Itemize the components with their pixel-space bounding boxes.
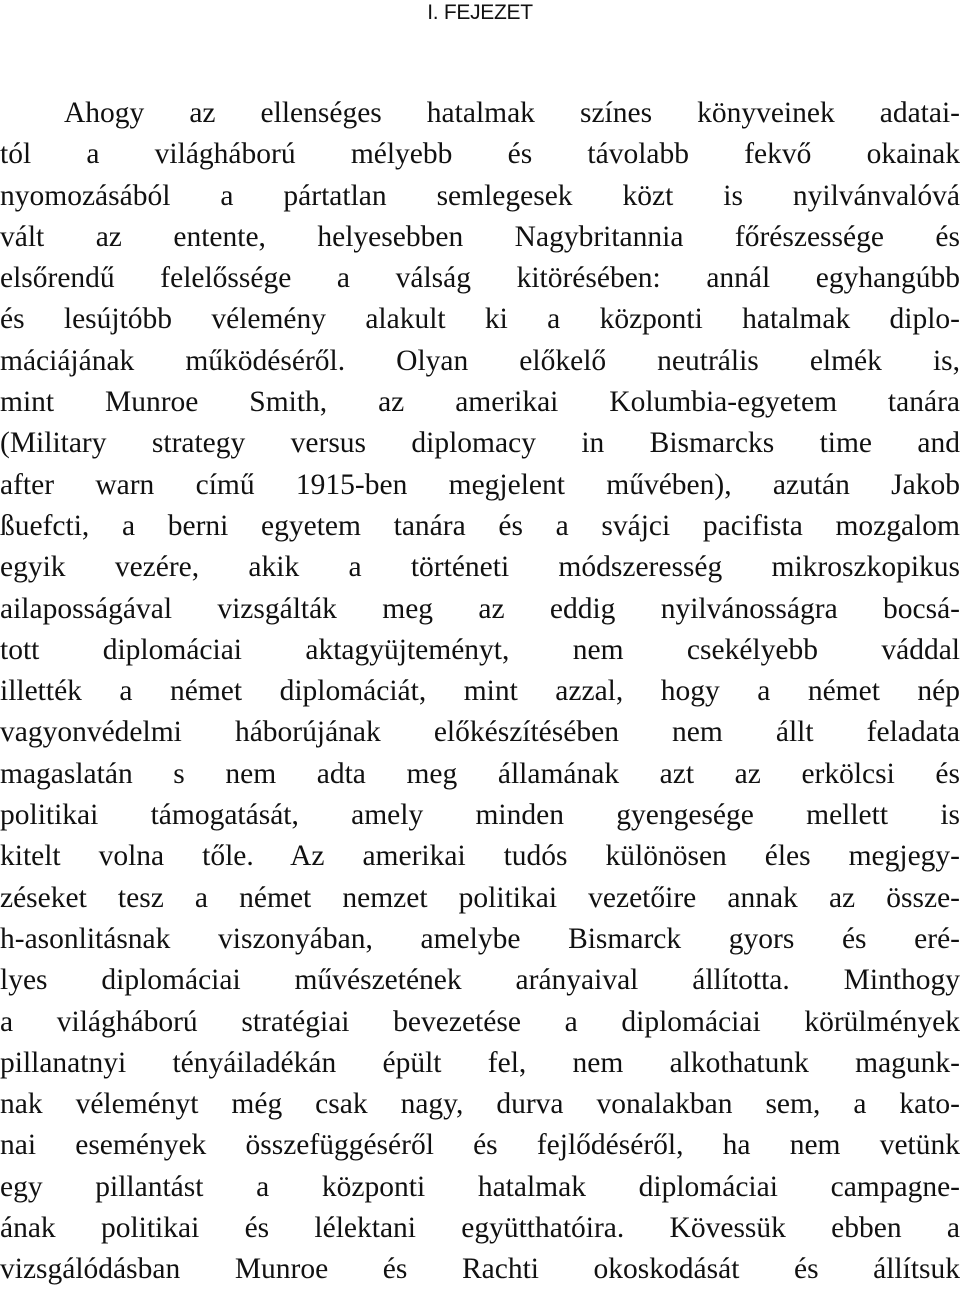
text-line: politikai támogatását, amely minden gyengesége mellett is [0, 799, 960, 832]
text-line: a világháború stratégiai bevezetése a diplomáciai körülmények [0, 1005, 960, 1038]
text-line: ailaposságával vizsgálták meg az eddig nyilvánosságra bocsá- [0, 592, 960, 625]
text-line: zéseket tesz a német nemzet politikai vezetőire annak az össze- [0, 881, 960, 914]
text-line: tól a világháború mélyebb és távolabb fekvő okainak [0, 138, 960, 171]
text-line: kitelt volna tőle. Az amerikai tudós különösen éles megjegy- [0, 840, 960, 873]
text-line: máciájának működéséről. Olyan előkelő neutrális elmék is, [0, 344, 960, 377]
text-line: nyomozásából a pártatlan semlegesek közt is nyilvánvalóvá [0, 179, 960, 212]
text-line: magaslatán s nem adta meg államának azt az erkölcsi és [0, 757, 960, 790]
text-line: elsőrendű felelőssége a válság kitörésében: annál egyhangúbb [0, 262, 960, 295]
text-line: pillanatnyi tényáiladékán épült fel, nem alkothatunk magunk- [0, 1046, 960, 1079]
text-line: h-asonlitásnak viszonyában, amelybe Bismarck gyors és eré- [0, 922, 960, 955]
text-line: ának politikai és lélektani együtthatóira. Kövessük ebben a [0, 1212, 960, 1245]
text-line: nak véleményt még csak nagy, durva vonalakban sem, a kato- [0, 1088, 960, 1121]
body-paragraph [0, 93, 960, 1291]
text-line: ßuefcti, a berni egyetem tanára és a svájci pacifista mozgalom [0, 509, 960, 542]
text-line: nai események összefüggéséről és fejlődéséről, ha nem vetünk [0, 1129, 960, 1162]
text-line: vagyonvédelmi háborújának előkészítésében nem állt feladata [0, 716, 960, 749]
text-line: és lesújtóbb vélemény alakult ki a központi hatalmak diplo- [0, 303, 960, 336]
text-line: (Military strategy versus diplomacy in Bismarcks time and [0, 427, 960, 460]
text-line: mint Munroe Smith, az amerikai Kolumbia-egyetem tanára [0, 386, 960, 419]
text-line: vizsgálódásban Munroe és Rachti okoskodását és állítsuk [0, 1253, 960, 1286]
text-line: illették a német diplomáciát, mint azzal, hogy a német nép [0, 675, 960, 708]
chapter-heading: I. FEJEZET [427, 1, 533, 24]
text-line: egyik vezére, akik a történeti módszeresség mikroszkopikus [0, 551, 960, 584]
text-line: tott diplomáciai aktagyüjteményt, nem csekélyebb váddal [0, 633, 960, 666]
text-line: egy pillantást a központi hatalmak diplomáciai campagne- [0, 1170, 960, 1203]
text-line: lyes diplomáciai művészetének arányaival állította. Minthogy [0, 964, 960, 997]
text-line: Ahogy az ellenséges hatalmak színes könyveinek adatai- [64, 97, 960, 129]
text-line: vált az entente, helyesebben Nagybritannia főrészessége és [0, 220, 960, 253]
text-line: after warn című 1915-ben megjelent művében), azután Jakob [0, 468, 960, 501]
